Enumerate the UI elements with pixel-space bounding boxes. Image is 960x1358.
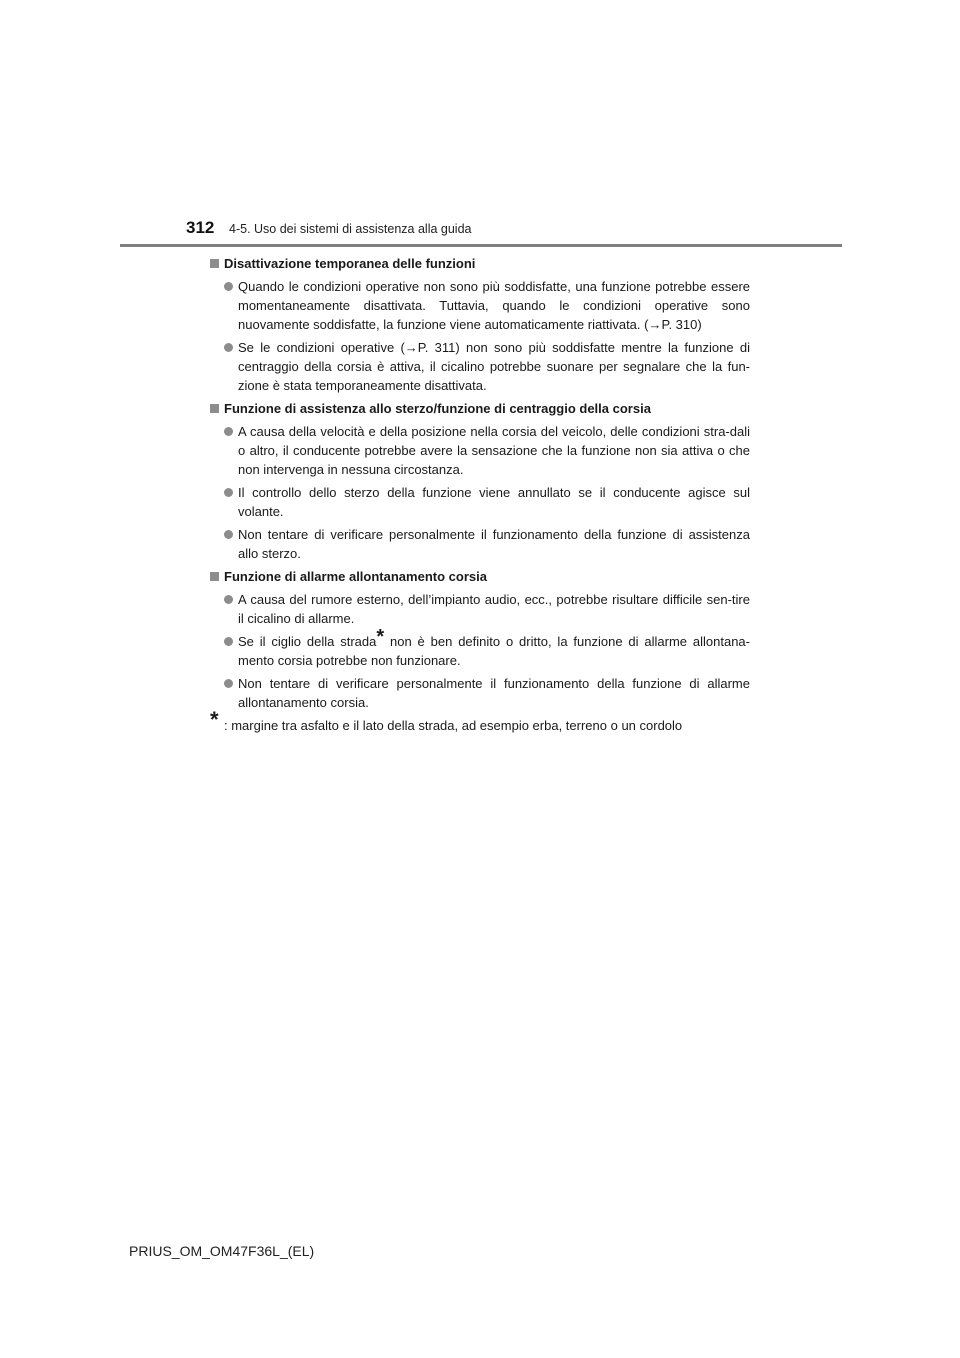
square-bullet-icon	[210, 572, 219, 581]
list-item-text-after: non è ben definito o dritto, la funzione di allarme allontana-mento corsia potrebbe non funzionare.	[238, 634, 750, 668]
list-item-text: Se le condizioni operative (→P. 311) non sono più soddisfatte mentre la funzione di centraggio della corsia è attiva, il cicalino potrebbe suonare per segnalare che la fun-zione è stata temporaneamente disattivata.	[238, 340, 750, 393]
list-item-text: A causa della velocità e della posizione nella corsia del veicolo, delle condizioni stra-dali o altro, il conducente potrebbe avere la sensazione che la funzione non sia attiva o che non intervenga in nessuna circostanza.	[238, 424, 750, 477]
list-item-text: Quando le condizioni operative non sono più soddisfatte, una funzione potrebbe essere momentaneamente disattivata. Tuttavia, quando le condizioni operative sono nuovamente soddisfatte, la funzione viene automaticamente riattivata. (→P. 310)	[238, 279, 750, 332]
section-temporary-deactivation	[210, 254, 750, 395]
section-title: 4-5. Uso dei sistemi di assistenza alla guida	[229, 222, 472, 236]
heading-text: Disattivazione temporanea delle funzioni	[224, 256, 476, 271]
page-number: 312	[186, 218, 215, 237]
circle-bullet-icon	[224, 488, 233, 497]
list-item	[210, 674, 750, 712]
footnote	[210, 707, 750, 735]
list-item	[210, 422, 750, 479]
list-item-text: Il controllo dello sterzo della funzione viene annullato se il conducente agisce sul volante.	[238, 485, 750, 519]
square-bullet-icon	[210, 259, 219, 268]
page-content	[210, 254, 750, 735]
circle-bullet-icon	[224, 343, 233, 352]
list-item	[210, 338, 750, 395]
header-rule	[120, 244, 842, 247]
section-steering-assist	[210, 399, 750, 563]
list-item-text: Non tentare di verificare personalmente il funzionamento della funzione di allarme allontanamento corsia.	[238, 676, 750, 710]
section-heading	[210, 399, 750, 418]
circle-bullet-icon	[224, 282, 233, 291]
circle-bullet-icon	[224, 679, 233, 688]
footnote-text: : margine tra asfalto e il lato della strada, ad esempio erba, terreno o un cordolo	[224, 718, 683, 733]
circle-bullet-icon	[224, 637, 233, 646]
circle-bullet-icon	[224, 427, 233, 436]
heading-text: Funzione di assistenza allo sterzo/funzione di centraggio della corsia	[224, 401, 651, 416]
list-item-text: Non tentare di verificare personalmente il funzionamento della funzione di assistenza allo sterzo.	[238, 527, 750, 561]
list-item	[210, 525, 750, 563]
list-item	[210, 277, 750, 334]
circle-bullet-icon	[224, 530, 233, 539]
list-item	[210, 483, 750, 521]
list-item	[210, 625, 750, 670]
list-item-text-before: Se il ciglio della strada	[238, 634, 377, 649]
list-item-text: A causa del rumore esterno, dell’impianto audio, ecc., potrebbe risultare difficile sen-tire il cicalino di allarme.	[238, 592, 750, 626]
footnote-asterisk: *	[210, 707, 219, 732]
section-lane-departure-alert	[210, 567, 750, 712]
square-bullet-icon	[210, 404, 219, 413]
heading-text: Funzione di allarme allontanamento corsia	[224, 569, 487, 584]
section-heading	[210, 567, 750, 586]
document-code: PRIUS_OM_OM47F36L_(EL)	[129, 1243, 315, 1259]
section-heading	[210, 254, 750, 273]
footnote-reference-asterisk: *	[376, 625, 385, 648]
list-item	[210, 590, 750, 628]
circle-bullet-icon	[224, 595, 233, 604]
